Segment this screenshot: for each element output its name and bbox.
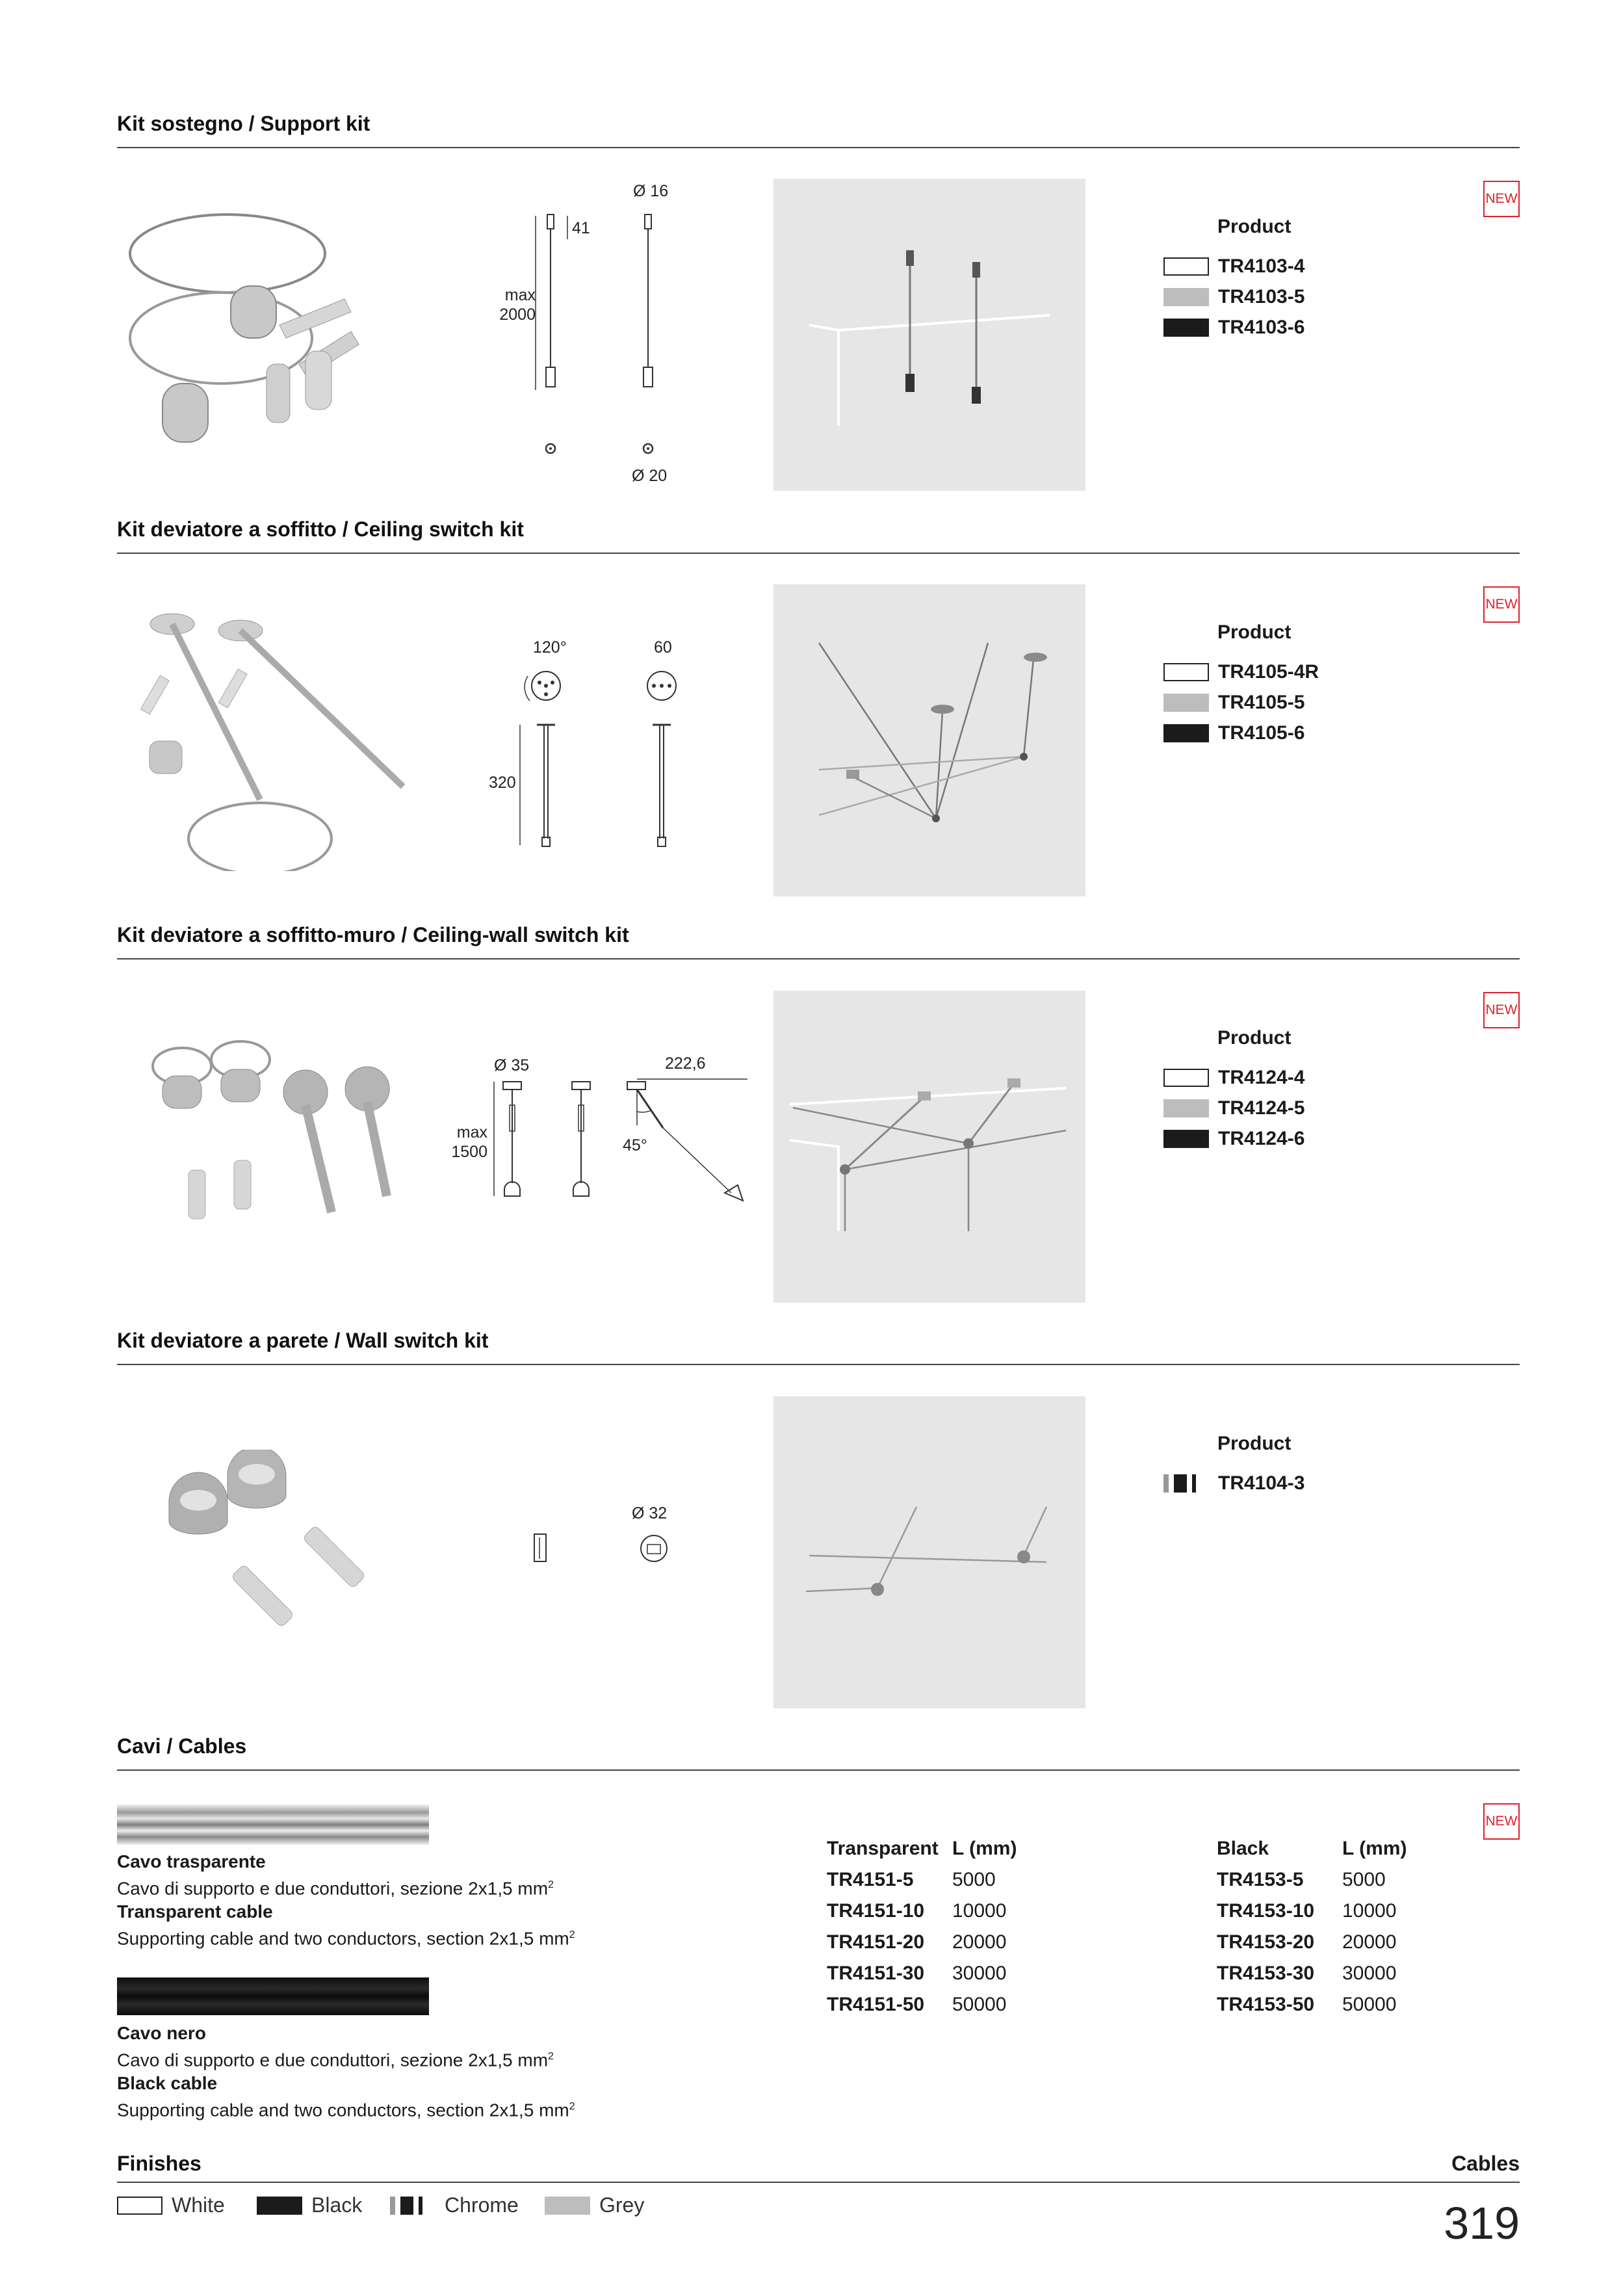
product-code: TR4104-3 <box>1218 1472 1305 1494</box>
product-row[interactable] <box>1163 661 1319 683</box>
table-cell: TR4151-30 <box>827 1963 925 1984</box>
grey-swatch <box>1163 288 1209 306</box>
product-code: TR4124-5 <box>1218 1097 1305 1119</box>
footer-divider <box>117 2182 1520 2183</box>
transparent-cable-description: Cavo trasparente Cavo di supporto e due conduttori, sezione 2x1,5 $mm^2$ Transparent cable Supporting cable and two conductors, section 2x1,5 $mm^2$ <box>117 1851 575 1949</box>
category-label: Cables <box>1451 2152 1520 2175</box>
dim-max-label: max <box>504 286 536 304</box>
table-header: Black <box>1217 1838 1269 1859</box>
grey-swatch <box>1163 694 1209 712</box>
product-row[interactable] <box>1163 1472 1305 1494</box>
section-title-wall-switch-kit: Kit deviatore a parete / Wall switch kit <box>117 1329 489 1352</box>
product-code: TR4103-5 <box>1218 286 1305 307</box>
white-swatch <box>117 2197 162 2215</box>
dim-diameter: Ø 35 <box>494 1056 530 1075</box>
product-code: TR4103-4 <box>1218 255 1305 277</box>
product-code: TR4124-4 <box>1218 1067 1305 1088</box>
wall-switch-kit-dimension-drawing <box>520 1521 689 1573</box>
dim-max-value: 2000 <box>499 306 536 324</box>
table-cell: TR4153-30 <box>1217 1963 1315 1984</box>
table-cell: 20000 <box>1342 1931 1397 1953</box>
section-divider <box>117 553 1520 554</box>
dim-bottom-diameter: Ø 20 <box>632 467 668 485</box>
code-column <box>827 1833 950 2015</box>
section-title-ceiling-switch-kit: Kit deviatore a soffitto / Ceiling switch kit <box>117 517 524 541</box>
black-cable-image <box>117 1977 429 2015</box>
dim-length: 320 <box>489 774 516 792</box>
ceiling-wall-switch-kit-dimension-drawing <box>481 1066 754 1222</box>
dim-length: 41 <box>572 219 590 237</box>
ceiling-switch-kit-photo <box>123 598 422 871</box>
product-code: TR4105-5 <box>1218 692 1305 713</box>
black-swatch <box>257 2197 302 2215</box>
table-cell: TR4153-50 <box>1217 1994 1315 2015</box>
new-badge: NEW <box>1483 586 1520 623</box>
white-swatch <box>1163 257 1209 276</box>
black-swatch <box>1163 724 1209 742</box>
table-cell: 20000 <box>952 1931 1007 1953</box>
section-title-ceiling-wall-switch-kit: Kit deviatore a soffitto-muro / Ceiling-wall switch kit <box>117 923 629 946</box>
ceiling-switch-kit-scene <box>773 584 1085 896</box>
table-cell: TR4151-5 <box>827 1869 914 1890</box>
product-heading: Product <box>1217 1027 1292 1049</box>
product-code: TR4103-6 <box>1218 317 1305 338</box>
wall-switch-kit-photo <box>156 1450 403 1645</box>
table-cell: 5000 <box>1342 1869 1386 1890</box>
product-heading: Product <box>1217 1433 1292 1454</box>
dim-max-label: max <box>456 1123 487 1141</box>
grey-swatch <box>1163 1099 1209 1117</box>
table-cell: 50000 <box>1342 1994 1397 2015</box>
section-divider <box>117 1769 1520 1771</box>
dim-reach: 222,6 <box>665 1054 706 1073</box>
table-header: L (mm) <box>952 1838 1017 1859</box>
product-row[interactable] <box>1163 1097 1305 1119</box>
white-swatch <box>1163 663 1209 681</box>
table-header: Transparent <box>827 1838 939 1859</box>
grey-swatch <box>545 2197 590 2215</box>
new-badge: NEW <box>1483 181 1520 217</box>
section-divider <box>117 1364 1520 1365</box>
dim-angle: 120° <box>533 638 567 657</box>
finishes-label: Finishes <box>117 2152 201 2175</box>
dim-max-value: 1500 <box>451 1143 487 1161</box>
page-number: 319 <box>1444 2198 1520 2249</box>
table-cell: 30000 <box>952 1963 1007 1984</box>
finish-chrome: Chrome <box>390 2193 519 2217</box>
finish-white: White <box>117 2193 225 2217</box>
black-swatch <box>1163 1130 1209 1148</box>
section-divider <box>117 147 1520 148</box>
product-code: TR4105-6 <box>1218 722 1305 744</box>
new-badge: NEW <box>1483 1803 1520 1840</box>
white-swatch <box>1163 1069 1209 1087</box>
table-cell: 30000 <box>1342 1963 1397 1984</box>
ceiling-wall-switch-kit-scene <box>773 991 1085 1303</box>
table-header: L (mm) <box>1342 1838 1407 1859</box>
table-cell: TR4153-10 <box>1217 1900 1315 1922</box>
product-row[interactable] <box>1163 1128 1305 1150</box>
length-column <box>1342 1833 1440 2015</box>
table-cell: TR4153-20 <box>1217 1931 1315 1953</box>
ceiling-switch-kit-dimension-drawing <box>481 631 702 865</box>
product-row[interactable] <box>1163 255 1305 278</box>
table-cell: 5000 <box>952 1869 996 1890</box>
product-code: TR4124-6 <box>1218 1128 1305 1149</box>
table-cell: TR4151-10 <box>827 1900 925 1922</box>
finish-black: Black <box>257 2193 362 2217</box>
support-kit-photo <box>123 195 422 468</box>
table-cell: TR4153-5 <box>1217 1869 1304 1890</box>
dim-top-diameter: Ø 16 <box>633 182 669 200</box>
dim-diameter: 60 <box>654 638 672 657</box>
dim-diameter: Ø 32 <box>632 1504 668 1522</box>
dim-angle: 45° <box>623 1136 647 1155</box>
product-heading: Product <box>1217 216 1292 237</box>
product-row[interactable] <box>1163 317 1305 339</box>
finish-grey: Grey <box>545 2193 644 2217</box>
black-cable-description: Cavo nero Cavo di supporto e due conduttori, sezione 2x1,5 $mm^2$ Black cable Supporting cable and two conductors, section 2x1,5 $mm^2$ <box>117 2023 575 2120</box>
product-code: TR4105-4R <box>1218 661 1319 683</box>
table-cell: TR4151-50 <box>827 1994 925 2015</box>
transparent-cable-image <box>117 1805 429 1845</box>
length-column <box>952 1833 1050 2015</box>
chrome-swatch <box>1163 1474 1209 1493</box>
product-row[interactable] <box>1163 286 1305 308</box>
wall-switch-kit-scene <box>773 1396 1085 1708</box>
black-swatch <box>1163 319 1209 337</box>
table-cell: 10000 <box>952 1900 1007 1922</box>
table-cell: 10000 <box>1342 1900 1397 1922</box>
section-divider <box>117 958 1520 959</box>
product-heading: Product <box>1217 621 1292 643</box>
table-cell: 50000 <box>952 1994 1007 2015</box>
table-cell: TR4151-20 <box>827 1931 925 1953</box>
section-title-support-kit: Kit sostegno / Support kit <box>117 112 370 135</box>
product-row[interactable] <box>1163 722 1305 744</box>
ceiling-wall-switch-kit-photo <box>136 1040 409 1235</box>
section-title-cables: Cavi / Cables <box>117 1734 247 1758</box>
support-kit-scene <box>773 179 1085 491</box>
code-column <box>1217 1833 1340 2015</box>
product-row[interactable] <box>1163 692 1305 714</box>
chrome-swatch <box>390 2197 435 2215</box>
product-row[interactable] <box>1163 1067 1305 1089</box>
new-badge: NEW <box>1483 992 1520 1028</box>
